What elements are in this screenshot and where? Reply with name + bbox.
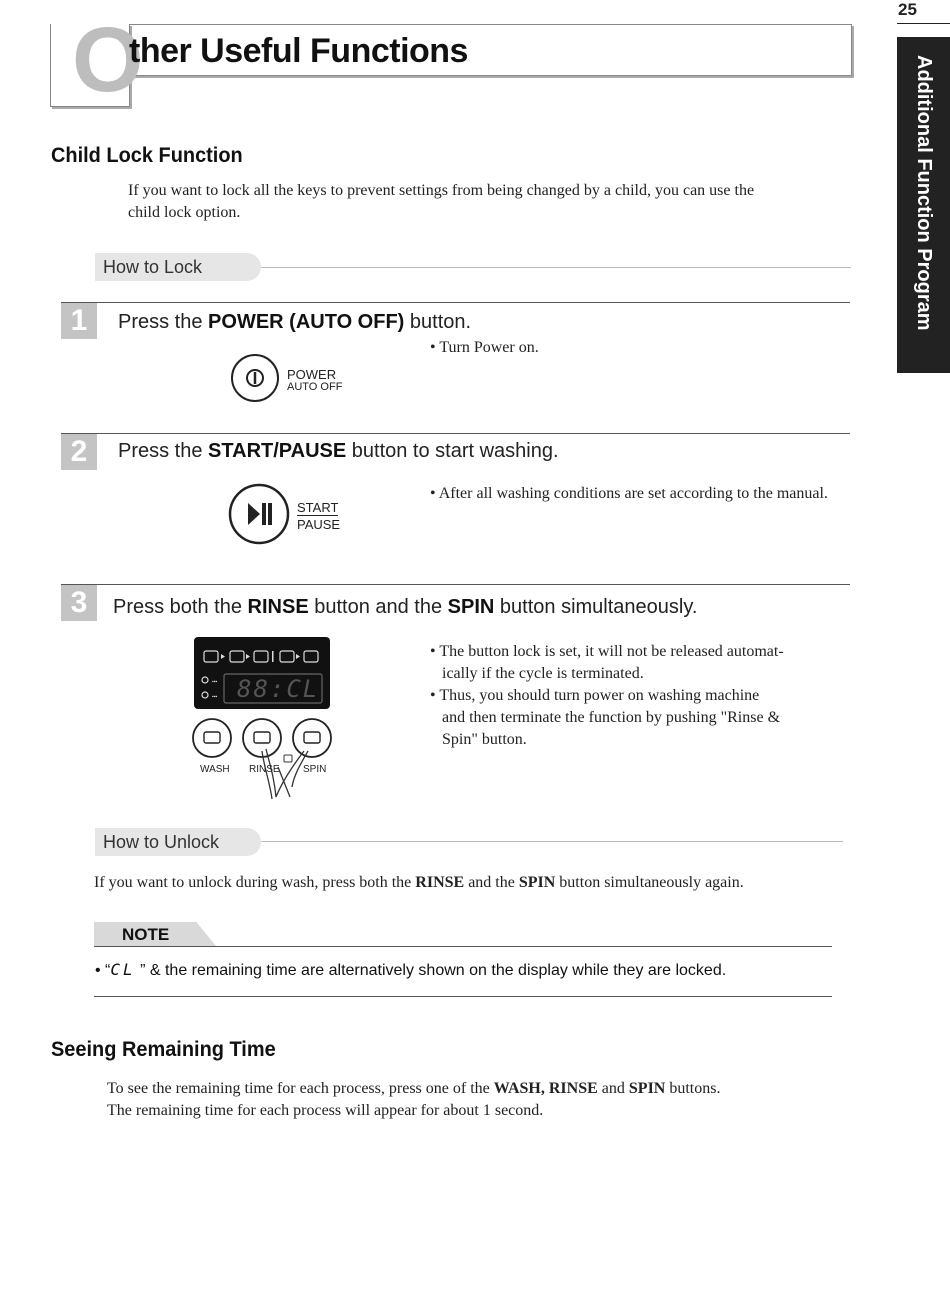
step-3-bullet-1-line-2: ically if the cycle is terminated.	[442, 665, 644, 682]
play-pause-icon	[228, 483, 290, 545]
step-3-bullet-2-line-1: • Thus, you should turn power on washing machine	[430, 687, 760, 704]
power-button[interactable]	[230, 353, 280, 403]
note-prefix: • “	[95, 962, 111, 979]
unlock-instruction	[94, 872, 744, 894]
side-tab	[897, 37, 950, 373]
remaining-line-1-bold-spin: SPIN	[628, 1080, 666, 1097]
step-3-instruction	[113, 596, 697, 619]
step-2-instruction	[118, 440, 559, 463]
note-cl-symbol: CL	[110, 960, 136, 979]
unlock-suffix: button simultaneously again.	[555, 874, 744, 891]
step-3-badge: 3	[61, 585, 97, 621]
step-3-mid: button and the	[308, 596, 448, 618]
step-3-bullet-1-line-1: • The button lock is set, it will not be released automat-	[430, 643, 784, 660]
unlock-mid: and the	[464, 874, 519, 891]
unlock-prefix: If you want to unlock during wash, press both the	[94, 874, 416, 891]
step-3-bullet-2-line-2: and then terminate the function by pushing "Rinse &	[442, 709, 781, 726]
remaining-line-1-bold-wash-rinse: WASH, RINSE	[493, 1080, 598, 1097]
start-label: START	[297, 500, 339, 515]
hand-press-illustration	[192, 717, 334, 801]
note-bottom-rule	[94, 996, 832, 997]
rinse-button-label: RINSE	[249, 764, 280, 775]
svg-text:▪▪▪: ▪▪▪	[212, 679, 218, 685]
step-2-suffix: button to start washing.	[346, 440, 559, 462]
step-2-rule	[61, 433, 850, 434]
side-tab-label: Additional Function Program	[913, 55, 935, 331]
panel-display-readout: 88:CL	[237, 675, 320, 703]
child-lock-heading: Child Lock Function	[51, 144, 243, 167]
remaining-line-1-suffix: buttons.	[665, 1080, 721, 1097]
auto-off-label: AUTO OFF	[287, 381, 343, 393]
step-2-bullet: • After all washing conditions are set according to the manual.	[430, 485, 828, 502]
step-1-suffix: button.	[404, 311, 472, 333]
step-1-prefix: Press the	[118, 311, 209, 333]
unlock-bold-rinse: RINSE	[415, 874, 465, 891]
remaining-line-1-prefix: To see the remaining time for each process, press one of the	[107, 1080, 494, 1097]
spin-button-label: SPIN	[303, 764, 327, 775]
step-3-bullet-2-line-3: Spin" button.	[442, 731, 527, 748]
step-2-bold: START/PAUSE	[208, 440, 347, 462]
note-label: NOTE	[122, 925, 170, 944]
note-suffix: ” & the remaining time are alternatively shown on the display while they are locked.	[135, 962, 727, 979]
intro-line-1: If you want to lock all the keys to prevent settings from being changed by a child, you can use the	[128, 182, 755, 199]
step-1-bold: POWER (AUTO OFF)	[208, 311, 405, 333]
step-1-badge: 1	[61, 303, 97, 339]
svg-text:▪▪▪: ▪▪▪	[212, 694, 218, 700]
step-3-rule	[61, 584, 850, 585]
page-title: ther Useful Functions	[129, 32, 468, 70]
start-pause-button[interactable]	[228, 483, 290, 545]
unlock-bold-spin: SPIN	[518, 874, 556, 891]
step-2-prefix: Press the	[118, 440, 209, 462]
panel-buttons	[192, 717, 334, 801]
note-top-rule	[94, 946, 832, 947]
remaining-time-line-1	[107, 1078, 720, 1100]
pause-label: PAUSE	[297, 517, 341, 532]
step-3-suffix: button simultaneously.	[494, 596, 698, 618]
how-to-unlock-pill: How to Unlock	[95, 828, 261, 856]
step-1-bullet: • Turn Power on.	[430, 339, 539, 356]
intro-line-2: child lock option.	[128, 204, 241, 221]
power-icon	[230, 353, 280, 403]
step-2-badge: 2	[61, 434, 97, 470]
remaining-line-1-mid: and	[597, 1080, 629, 1097]
power-label: POWER	[287, 367, 337, 382]
remaining-time-line-2: The remaining time for each process will appear for about 1 second.	[107, 1102, 544, 1119]
step-3-prefix: Press both the	[113, 596, 248, 618]
wash-button-label: WASH	[200, 764, 230, 775]
step-3-bold-spin: SPIN	[447, 596, 495, 618]
how-to-unlock-rule	[261, 841, 843, 842]
step-3-bold-rinse: RINSE	[247, 596, 309, 618]
step-1-rule	[61, 302, 850, 303]
remaining-time-heading: Seeing Remaining Time	[51, 1038, 276, 1061]
title-initial: O	[72, 9, 144, 111]
note-text	[95, 960, 726, 980]
page-number-rule	[897, 23, 950, 24]
how-to-lock-pill: How to Lock	[95, 253, 261, 281]
step-1-instruction	[118, 311, 471, 334]
how-to-lock-rule	[261, 267, 851, 268]
page-number: 25	[898, 0, 917, 19]
